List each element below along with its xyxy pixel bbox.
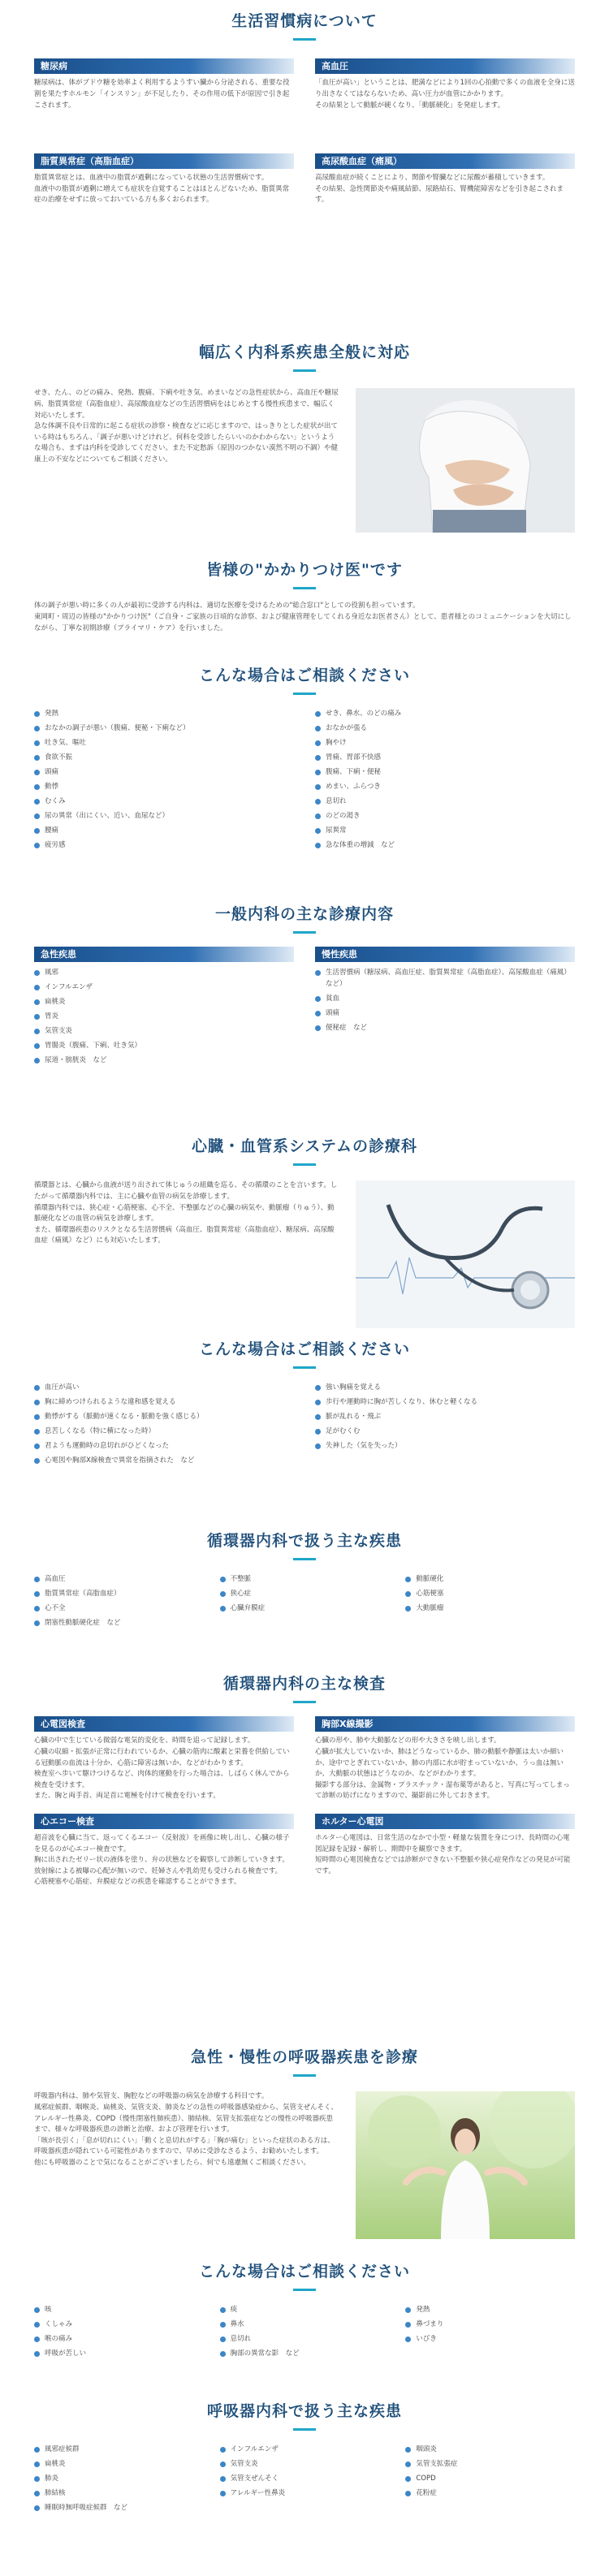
card-title: 高尿酸血症（痛風） bbox=[315, 153, 575, 169]
respiratory-text: 呼吸器内科は、肺や気管支、胸腔などの呼吸器の病気を診療する科目です。 風邪症候群、咽喉炎、扁桃炎、気管支炎、肺炎などの急性の呼吸器感染症から、気管支ぜんそく、アレルギー性鼻炎、COPD（慢性閉塞性肺疾患）、肺結核、気管支拡張症などの慢性の呼吸器疾患まで、様々な呼吸器疾患の診断と治療、および管理を行います。 「咳が長引く」「息が切れにくい」「動くと息切れがする」「胸が痛む」といった症状のある方は、呼吸器疾患が隠れている可能性がありますので、早めに受診なさるよう、お勧めいたします。 他にも呼吸器のことで気になることがございましたら、何でも遠慮無くご相談ください。 bbox=[34, 2092, 338, 2167]
resp-diseases-section bbox=[0, 2400, 609, 2515]
bullet-icon bbox=[34, 2476, 40, 2482]
list-item: 睡眠時無呼吸症候群 など bbox=[34, 2500, 389, 2515]
bullet-icon bbox=[405, 2307, 411, 2313]
list-item: 尿の異常（出にくい、近い、血尿など） bbox=[34, 809, 294, 823]
stethoscope-photo bbox=[356, 1180, 575, 1328]
card-title: 高血圧 bbox=[315, 58, 575, 74]
bullet-icon bbox=[34, 2322, 40, 2328]
list-item: せき、鼻水、のどの痛み bbox=[315, 706, 575, 721]
consult3-section bbox=[0, 2260, 609, 2361]
list-item: 鼻づまり bbox=[405, 2317, 575, 2332]
bullet-icon bbox=[34, 1606, 40, 1612]
list-item: 尿異常 bbox=[315, 823, 575, 838]
bullet-icon bbox=[405, 1591, 411, 1597]
bullet-icon bbox=[34, 770, 40, 775]
list-item: 胃炎 bbox=[34, 1009, 294, 1024]
list-item: 気管支拡張症 bbox=[405, 2457, 575, 2471]
list-item: 心不全 bbox=[34, 1601, 204, 1616]
acute-title: 急性疾患 bbox=[34, 947, 294, 962]
card-title: 脂質異常症（高脂血症） bbox=[34, 153, 294, 169]
list-item: 食欲不振 bbox=[34, 750, 294, 765]
consult1-title: こんな場合はご相談ください bbox=[34, 664, 575, 695]
card-title: 糖尿病 bbox=[34, 58, 294, 74]
list-item: 気管支炎 bbox=[220, 2457, 390, 2471]
list-item: 貧血 bbox=[315, 992, 575, 1007]
list-item: アレルギー性鼻炎 bbox=[220, 2486, 390, 2500]
consult2-list bbox=[34, 1380, 575, 1468]
cardio-section bbox=[0, 1135, 609, 1328]
card-title: 心電図検査 bbox=[34, 1716, 294, 1732]
bullet-icon bbox=[405, 2337, 411, 2342]
bullet-icon bbox=[34, 1414, 40, 1420]
bullet-icon bbox=[34, 2307, 40, 2313]
list-item: 動悸がする（脈動が速くなる・脈動を強く感じる） bbox=[34, 1409, 294, 1424]
list-item: めまい、ふらつき bbox=[315, 779, 575, 794]
bullet-icon bbox=[34, 1385, 40, 1391]
list-item: 高血圧 bbox=[34, 1572, 204, 1586]
list-item: インフルエンザ bbox=[34, 980, 294, 995]
breathing-woman-photo bbox=[356, 2091, 575, 2239]
bullet-icon bbox=[315, 1414, 321, 1420]
card-text: 超音波を心臓に当て、返ってくるエコー（反射波）を画像に映し出し、心臓の様子を見るのが心エコー検査です。 胸に出されたゼリー状の液体を塗り、弁の状態などを観察して診断していきます。 放射線による被曝の心配が無いので、妊婦さんや乳幼児も受けられる検査です。 心筋梗塞や心筋症、弁膜症などの疾患を確認することができます。 bbox=[34, 1834, 290, 1887]
list-item: 閉塞性動脈硬化症 など bbox=[34, 1616, 389, 1630]
list-item: 尿道・膀胱炎 など bbox=[34, 1053, 294, 1068]
bullet-icon bbox=[34, 1429, 40, 1435]
bullet-icon bbox=[220, 2307, 226, 2313]
card-text: ホルター心電図は、日常生活のなかで小型・軽量な装置を身につけ、長時間の心電図記録を記録・解析し、期間中を観察できます。 短時間の心電図検査などでは診断ができない不整脈や狭心症発作などの発見が可能です。 bbox=[315, 1834, 571, 1875]
exam-card-ecg bbox=[34, 1716, 294, 1802]
consult3-list bbox=[34, 2302, 575, 2361]
cardio-diseases-list bbox=[34, 1572, 575, 1630]
bullet-icon bbox=[34, 1400, 40, 1405]
list-item: 呼吸が苦しい bbox=[34, 2346, 204, 2361]
bullet-icon bbox=[220, 2337, 226, 2342]
exam-card-holter bbox=[315, 1814, 575, 1888]
bullet-icon bbox=[34, 1458, 40, 1464]
list-item: 便秘症 など bbox=[315, 1021, 575, 1036]
list-item: 咳 bbox=[34, 2302, 204, 2317]
bullet-icon bbox=[220, 2322, 226, 2328]
bullet-icon bbox=[220, 1591, 226, 1597]
internal-title: 幅広く内科系疾患全般に対応 bbox=[34, 341, 575, 372]
kakaritsuke-text: 体の調子が悪い時に多くの人が最初に受診する内科は、適切な医療を受けるための"総合窓口"としての役割も担っています。 東岡町・周辺の皆様の"かかりつけ医"（ご自身・ご家族の日頃的な診察、および健康管理をしてくれる身近なお医者さん）として、患者様とのコミュニケーションを大切にしながら、丁寧な初期診療（プライマリ・ケア）を行いました。 bbox=[34, 602, 572, 632]
bullet-icon bbox=[315, 970, 321, 976]
list-item: 肺炎 bbox=[34, 2471, 204, 2486]
bullet-icon bbox=[34, 843, 40, 848]
list-item: 風邪症候群 bbox=[34, 2442, 204, 2457]
list-item: 脂質異常症（高脂血症） bbox=[34, 1586, 204, 1601]
list-item: 扁桃炎 bbox=[34, 2457, 204, 2471]
bullet-icon bbox=[220, 1577, 226, 1582]
list-item: 息切れ bbox=[315, 794, 575, 809]
list-item: 疲労感 bbox=[34, 838, 294, 852]
bullet-icon bbox=[315, 1443, 321, 1449]
list-item: 足がむくむ bbox=[315, 1424, 575, 1439]
bullet-icon bbox=[34, 2351, 40, 2357]
bullet-icon bbox=[315, 828, 321, 834]
list-item: 心電図や胸部X線検査で異常を指摘された など bbox=[34, 1453, 294, 1468]
consult1-right-col bbox=[315, 706, 575, 852]
bullet-icon bbox=[315, 1400, 321, 1405]
bullet-icon bbox=[220, 2447, 226, 2453]
list-item: 風邪 bbox=[34, 965, 294, 980]
internal-section bbox=[0, 341, 609, 533]
resp-diseases-list bbox=[34, 2442, 575, 2515]
bullet-icon bbox=[34, 1058, 40, 1064]
card-title: 胸部X線撮影 bbox=[315, 1716, 575, 1732]
bullet-icon bbox=[34, 2447, 40, 2453]
list-item: 腹痛、下痢・便秘 bbox=[315, 765, 575, 779]
lifestyle-card-dyslipidemia bbox=[34, 153, 294, 206]
chronic-title: 慢性疾患 bbox=[315, 947, 575, 962]
bullet-icon bbox=[34, 1029, 40, 1034]
bullet-icon bbox=[34, 1577, 40, 1582]
diagnosis-title: 一般内科の主な診療内容 bbox=[34, 903, 575, 934]
bullet-icon bbox=[405, 2447, 411, 2453]
bullet-icon bbox=[34, 726, 40, 731]
list-item: 脈が乱れる・飛ぶ bbox=[315, 1409, 575, 1424]
respiratory-title: 急性・慢性の呼吸器疾患を診療 bbox=[34, 2046, 575, 2077]
list-item: 気管支炎 bbox=[34, 1024, 294, 1038]
consult2-right-col bbox=[315, 1380, 575, 1468]
consult3-title: こんな場合はご相談ください bbox=[34, 2260, 575, 2291]
bullet-icon bbox=[34, 828, 40, 834]
list-item: 喉の痛み bbox=[34, 2332, 204, 2346]
kakaritsuke-title: 皆様の"かかりつけ医"です bbox=[34, 559, 575, 589]
list-item: 急な体重の増減 など bbox=[315, 838, 575, 852]
bullet-icon bbox=[315, 726, 321, 731]
list-item: 頭痛 bbox=[34, 765, 294, 779]
card-text: 糖尿病は、体がブドウ糖を効率よく利用するようすい臓から分泌される、重要な役割を果たすホルモン「インスリン」が不足したり、その作用の低下が原因で引き起こされます。 bbox=[34, 79, 290, 110]
card-text: 心臓の形や、肺や大動脈などの形や大きさを映し出します。 心臓が拡大していないか、肺はどうなっているか、肺の動脈や静脈は太いか細いか、途中でとぎれていないか、肺の内部に水が貯まっていないか、うっ血は無いか、大動脈の状態はどうなのか、などがわかります。 撮影する部分は、金属物・プラスチック・湿布薬等があると、写真に写ってしまって診断の妨げになりますので、撮影前に外しておきます。 bbox=[315, 1737, 570, 1801]
bullet-icon bbox=[34, 2505, 40, 2511]
bullet-icon bbox=[34, 970, 40, 976]
list-item: むくみ bbox=[34, 794, 294, 809]
bullet-icon bbox=[315, 740, 321, 746]
kakaritsuke-section bbox=[0, 559, 609, 634]
consult2-title: こんな場合はご相談ください bbox=[34, 1338, 575, 1369]
list-item: 血圧が高い bbox=[34, 1380, 294, 1395]
cardio-title: 心臓・血管系システムの診療科 bbox=[34, 1135, 575, 1166]
lifestyle-card-diabetes bbox=[34, 58, 294, 111]
list-item: のどの渇き bbox=[315, 809, 575, 823]
bullet-icon bbox=[34, 1591, 40, 1597]
bullet-icon bbox=[315, 799, 321, 805]
list-item: 扁桃炎 bbox=[34, 995, 294, 1009]
cardio-text: 循環器とは、心臓から血液が送り出されて体じゅうの組織を巡る、その循環のことを言います。したがって循環器内科では、主に心臓や血管の病気を診療します。 循環器内科では、狭心症・心筋梗塞、心不全、不整脈などの心臓の病気や、動脈瘤（りゅう）、動脈硬化などの血管の病気を診療します。 また、循環器疾患のリスクとなる生活習慣病（高血圧、脂質異常症（高脂血症）、糖尿病、高尿酸血症（痛風）など）にも対応いたします。 bbox=[34, 1181, 338, 1245]
bullet-icon bbox=[315, 996, 321, 1002]
bullet-icon bbox=[315, 1385, 321, 1391]
card-title: 心エコー検査 bbox=[34, 1814, 294, 1829]
bullet-icon bbox=[34, 1443, 40, 1449]
bullet-icon bbox=[315, 813, 321, 819]
list-item: 動脈硬化 bbox=[405, 1572, 575, 1586]
list-item: 腰痛 bbox=[34, 823, 294, 838]
card-title: ホルター心電図 bbox=[315, 1814, 575, 1829]
list-item: 気管支ぜんそく bbox=[220, 2471, 390, 2486]
lifestyle-card-gout bbox=[315, 153, 575, 206]
list-item: 心筋梗塞 bbox=[405, 1586, 575, 1601]
bullet-icon bbox=[34, 799, 40, 805]
list-item: 動悸 bbox=[34, 779, 294, 794]
bullet-icon bbox=[315, 755, 321, 761]
list-item: 不整脈 bbox=[220, 1572, 390, 1586]
bullet-icon bbox=[405, 2322, 411, 2328]
consult2-left-col bbox=[34, 1380, 294, 1468]
bullet-icon bbox=[315, 784, 321, 790]
list-item: いびき bbox=[405, 2332, 575, 2346]
bullet-icon bbox=[220, 2476, 226, 2482]
bullet-icon bbox=[34, 711, 40, 717]
resp-diseases-title: 呼吸器内科で扱う主な疾患 bbox=[34, 2400, 575, 2431]
bullet-icon bbox=[34, 1620, 40, 1626]
list-item: 強い胸痛を覚える bbox=[315, 1380, 575, 1395]
consult2-section bbox=[0, 1338, 609, 1468]
list-item: 生活習慣病（糖尿病、高血圧症、脂質異常症（高脂血症）、高尿酸血症（痛風）など） bbox=[315, 965, 575, 991]
list-item: くしゃみ bbox=[34, 2317, 204, 2332]
list-item: COPD bbox=[405, 2471, 575, 2486]
list-item: インフルエンザ bbox=[220, 2442, 390, 2457]
bullet-icon bbox=[34, 1043, 40, 1049]
bullet-icon bbox=[220, 2351, 226, 2357]
cardio-diseases-section bbox=[0, 1530, 609, 1630]
bullet-icon bbox=[34, 2462, 40, 2467]
exams-section bbox=[0, 1672, 609, 1888]
internal-text: せき、たん、のどの痛み、発熱、腹痛、下痢や吐き気、めまいなどの急性症状から、高血圧や糖尿病、脂質異常症（高脂血症）、高尿酸血症などの生活習慣病をはじめとする慢性疾患まで、幅広く対応いたします。 急な体調不良や日常的に起こる症状の診察・検査などに応じますので、はっきりとした症状が出ている時はもちろん、「調子が悪いけどけれど、何科を受診したらいいのかわからない」というような場合も、まずは内科を受診してください。また不定愁訴（原因のつかない漠然不明の不調）や健康上の不安などについてもご相談ください。 bbox=[34, 389, 339, 464]
bullet-icon bbox=[315, 1025, 321, 1031]
bullet-icon bbox=[315, 1011, 321, 1016]
bullet-icon bbox=[34, 784, 40, 790]
bullet-icon bbox=[34, 813, 40, 819]
lifestyle-title: 生活習慣病について bbox=[34, 10, 575, 41]
list-item: 君ようも運動時の息切れがひどくなった bbox=[34, 1439, 294, 1453]
list-item: おなかが張る bbox=[315, 721, 575, 736]
list-item: おなかの調子が悪い（腹痛、便秘・下痢など） bbox=[34, 721, 294, 736]
list-item: 胸に締めつけられるような違和感を覚える bbox=[34, 1395, 294, 1409]
bullet-icon bbox=[405, 2476, 411, 2482]
list-item: 胸部の異常な影 など bbox=[220, 2346, 390, 2361]
bullet-icon bbox=[405, 2491, 411, 2496]
bullet-icon bbox=[34, 999, 40, 1005]
list-item: 狭心症 bbox=[220, 1586, 390, 1601]
bullet-icon bbox=[220, 2491, 226, 2496]
bullet-icon bbox=[315, 770, 321, 775]
list-item: 吐き気、嘔吐 bbox=[34, 736, 294, 750]
card-text: 心臓の中で生じている微弱な電気的変化を、時間を追って記録します。 心臓の収縮・拡張が正常に行われているか、心臓の筋肉に酸素と栄養を供給している冠動脈の血流は十分か、心筋に障害は無いか、などがわかります。 検査室へ歩いて駆けつけるなど、肉体的運動を行った場合は、しばらく休んでから検査を受けます。 また、胸と両手首、両足首に電極を付けて検査を行います。 bbox=[34, 1737, 290, 1801]
list-item: 息切れ bbox=[220, 2332, 390, 2346]
list-item: 発熱 bbox=[405, 2302, 575, 2317]
bullet-icon bbox=[220, 1606, 226, 1612]
list-item: 花粉症 bbox=[405, 2486, 575, 2500]
cardio-diseases-title: 循環器内科で扱う主な疾患 bbox=[34, 1530, 575, 1560]
bullet-icon bbox=[405, 2462, 411, 2467]
bullet-icon bbox=[220, 2462, 226, 2467]
consult1-section bbox=[0, 664, 609, 852]
exam-card-echo bbox=[34, 1814, 294, 1888]
list-item: 胸やけ bbox=[315, 736, 575, 750]
bullet-icon bbox=[34, 985, 40, 990]
list-item: 痰 bbox=[220, 2302, 390, 2317]
acute-card bbox=[34, 947, 294, 1068]
list-item: 咽頭炎 bbox=[405, 2442, 575, 2457]
list-item: 発熱 bbox=[34, 706, 294, 721]
bullet-icon bbox=[34, 740, 40, 746]
list-item: 胃腸炎（腹痛、下痢、吐き気） bbox=[34, 1038, 294, 1053]
bullet-icon bbox=[405, 1577, 411, 1582]
list-item: 肺結核 bbox=[34, 2486, 204, 2500]
respiratory-section bbox=[0, 2046, 609, 2239]
list-item: 鼻水 bbox=[220, 2317, 390, 2332]
list-item: 失神した（気を失った） bbox=[315, 1439, 575, 1453]
card-text: 脂質異常症とは、血液中の脂質が過剰になっている状態の生活習慣病です。 血液中の脂質が過剰に増えても症状を自覚することはほとんどないため、脂質異常症の治療をせずに放っておいている方も多くおられます。 bbox=[34, 174, 290, 205]
lifestyle-card-hypertension bbox=[315, 58, 575, 111]
list-item: 心臓弁膜症 bbox=[220, 1601, 390, 1616]
bullet-icon bbox=[34, 1014, 40, 1020]
bullet-icon bbox=[34, 2337, 40, 2342]
list-item: 息苦しくなる（特に横になった時） bbox=[34, 1424, 294, 1439]
consult1-left-col bbox=[34, 706, 294, 852]
consult1-list bbox=[34, 706, 575, 852]
bullet-icon bbox=[34, 2491, 40, 2496]
list-item: 頭痛 bbox=[315, 1007, 575, 1021]
bullet-icon bbox=[34, 755, 40, 761]
chronic-card bbox=[315, 947, 575, 1068]
list-item: 大動脈瘤 bbox=[405, 1601, 575, 1616]
card-text: 高尿酸血症が続くことにより、関節や腎臓などに尿酸が蓄積していきます。 その結果、急性関節炎や痛風結節、尿路結石、腎機能障害などを引き起こされます。 bbox=[315, 174, 564, 205]
diagnosis-section bbox=[0, 903, 609, 1068]
lifestyle-section bbox=[0, 10, 609, 206]
bullet-icon bbox=[315, 1429, 321, 1435]
stomachache-photo bbox=[356, 388, 575, 533]
bullet-icon bbox=[315, 843, 321, 848]
list-item: 歩行や運動時に胸が苦しくなり、休むと軽くなる bbox=[315, 1395, 575, 1409]
bullet-icon bbox=[315, 711, 321, 717]
exam-card-xray bbox=[315, 1716, 575, 1802]
bullet-icon bbox=[405, 1606, 411, 1612]
list-item: 胃痛、胃部不快感 bbox=[315, 750, 575, 765]
card-text: 「血圧が高い」ということは、肥満などにより1回の心拍動で多くの血液を全身に送り出さなくてはならないため、高い圧力が血管にかかります。 その結果として動脈が硬くなり、「動脈硬化」を発症します。 bbox=[315, 79, 575, 110]
exams-title: 循環器内科の主な検査 bbox=[34, 1672, 575, 1703]
